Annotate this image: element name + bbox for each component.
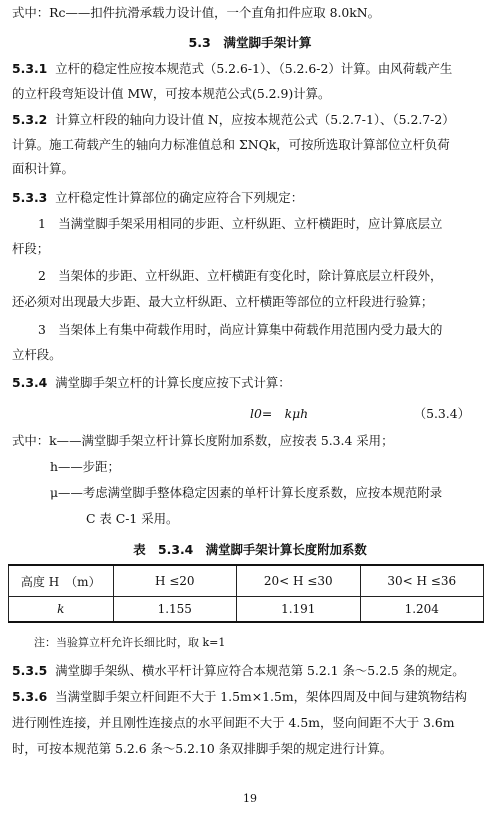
clause-number: 5.3.5 [12,663,48,678]
clause-5-3-4 [12,374,486,392]
coefficient-table [8,564,484,623]
text-line: 式中：k——满堂脚手架立杆计算长度附加系数，应按表 5.3.4 采用； [12,433,394,448]
clause-5-3-3 [12,189,486,207]
text-line: 杆段； [12,241,50,256]
table-header-cell: H ≤20 [113,565,237,597]
text-line: 式中：Rc——扣件抗滑承载力设计值，一个直角扣件应取 8.0kN。 [12,5,381,20]
text-line: C 表 C-1 采用。 [86,511,179,526]
text-line: μ——考虑满堂脚手整体稳定因素的单杆计算长度系数，应按本规范附录 [50,485,443,500]
clause-5-3-6 [12,688,486,706]
clause-number: 5.3.6 [12,689,48,704]
table-header-cell: 30< H ≤36 [360,565,484,597]
page-number: 19 [243,792,257,805]
clause-number: 5.3.2 [12,112,48,127]
list-item: 2 当架体的步距、立杆纵距、立杆横距有变化时，除计算底层立杆段外， [38,268,443,283]
clause-5-3-5 [12,662,486,680]
clause-number: 5.3.3 [12,190,48,205]
clause-5-3-2 [12,111,486,129]
table-cell: 1.204 [360,597,484,623]
list-item: 3 当架体上有集中荷载作用时，尚应计算集中荷载作用范围内受力最大的 [38,322,443,337]
text-line: 的立杆段弯矩设计值 MW，可按本规范公式(5.2.9)计算。 [12,86,331,101]
clause-number: 5.3.4 [12,375,48,390]
equation: l0= kμh [250,406,309,421]
clause-5-3-1 [12,60,486,78]
table-header-row [9,565,484,597]
clause-text: 满堂脚手架立杆的计算长度应按下式计算： [55,375,291,390]
list-item: 1 当满堂脚手架采用相同的步距、立杆纵距、立杆横距时，应计算底层立 [38,216,443,231]
equation-number: （5.3.4） [413,406,470,421]
clause-text: 立杆的稳定性应按本规范式（5.2.6-1）、（5.2.6-2）计算。由风荷载产生 [55,61,453,76]
text-line: 进行刚性连接，并且刚性连接点的水平间距不大于 4.5m，竖向间距不大于 3.6m [12,715,455,730]
table-row [9,597,484,623]
clause-text: 满堂脚手架纵、横水平杆计算应符合本规范第 5.2.1 条～5.2.5 条的规定。 [55,663,465,678]
clause-text: 当满堂脚手架立杆间距不大于 1.5m×1.5m，架体四周及中间与建筑物结构 [55,689,468,704]
text-line: 还必须对出现最大步距、最大立杆纵距、立杆横距等部位的立杆段进行验算； [12,294,434,309]
text-line: 时，可按本规范第 5.2.6 条～5.2.10 条双排脚手架的规定进行计算。 [12,741,393,756]
text-line: 面积计算。 [12,161,74,176]
clause-text: 计算立杆段的轴向力设计值 N，应按本规范公式（5.2.7-1）、（5.2.7-2） [55,112,455,127]
table-cell: 1.191 [237,597,361,623]
text-line: 立杆段。 [12,347,62,362]
table-header-cell: 高度 H （m） [9,565,114,597]
text-line: h——步距； [50,459,120,474]
table-cell: k [9,597,114,623]
text-line: 计算。施工荷载产生的轴向力标准值总和 ΣNQk，可按所选取计算部位立杆负荷 [12,137,450,152]
table-title: 表 5.3.4 满堂脚手架计算长度附加系数 [133,542,367,557]
section-title: 5.3 满堂脚手架计算 [188,35,312,50]
table-header-cell: 20< H ≤30 [237,565,361,597]
table-cell: 1.155 [113,597,237,623]
clause-number: 5.3.1 [12,61,48,76]
clause-text: 立杆稳定性计算部位的确定应符合下列规定： [55,190,304,205]
table-note: 注：当验算立杆允许长细比时，取 k=1 [34,636,226,649]
